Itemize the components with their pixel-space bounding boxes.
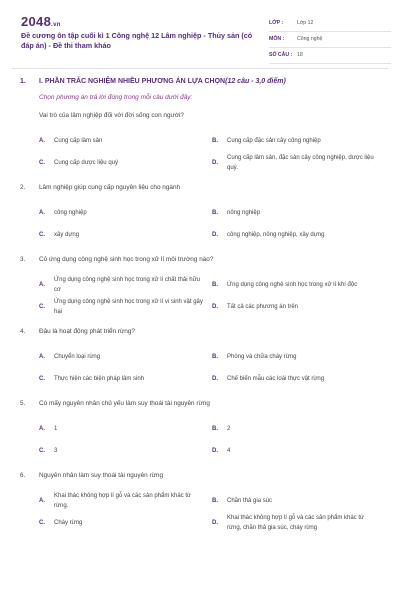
answer-option[interactable]: C. xây dựng: [39, 232, 80, 238]
document-title: Đề cương ôn tập cuối kì 1 Công nghệ 12 Lâm nghiệp - Thủy sản (có đáp án) - Đề thi tham khảo: [21, 31, 253, 50]
question-block: [20, 470, 385, 534]
document-meta: [269, 16, 391, 64]
question-options: [39, 202, 385, 246]
question-block: [20, 254, 385, 318]
question-block: [20, 398, 385, 462]
question-options: [39, 418, 385, 462]
question-list: [20, 78, 385, 534]
header-divider: [12, 68, 388, 69]
site-logo[interactable]: 2048.vn: [21, 14, 61, 29]
option-1b[interactable]: B. Cung cấp đặc sản cây công nghiệp: [212, 138, 321, 144]
question-text: 4. Đâu là hoạt động phát triển rừng?: [20, 328, 135, 335]
answer-option[interactable]: A. Chuyển loại rừng: [39, 354, 101, 360]
answer-option[interactable]: A. Ứng dụng công nghệ sinh học trong xử lí chất thải hữu cơ: [39, 277, 200, 293]
answer-option[interactable]: B. Ứng dụng công nghệ sinh học trong xử lí khí độc: [212, 282, 358, 288]
meta-class: LỚP : Lớp 12: [269, 16, 391, 32]
answer-option[interactable]: D. Tất cả các phương án trên: [212, 304, 298, 310]
question-options: [39, 490, 385, 534]
question-block: [20, 182, 385, 246]
answer-option[interactable]: B. Chăn thả gia súc: [212, 498, 273, 504]
answer-option[interactable]: B. Phòng và chữa cháy rừng: [212, 354, 297, 360]
document-header: [14, 14, 386, 58]
question-1-options: [39, 130, 385, 174]
section-title: 1. I. PHẦN TRẮC NGHIỆM NHIỀU PHƯƠNG ÁN LỰA CHỌN(12 câu - 3,0 điểm): [20, 78, 286, 85]
meta-question-count: SỐ CÂU : 18: [269, 48, 391, 64]
question-text: 2. Lâm nghiệp giúp cung cấp nguyên liệu cho ngành: [20, 184, 181, 191]
question-text: 3. Cỏ ứng dụng công nghệ sinh học trong xử lí môi trường nào?: [20, 256, 214, 263]
question-options: [39, 274, 385, 318]
answer-option[interactable]: C. 3: [39, 448, 58, 454]
answer-option[interactable]: D. Khai thác không hợp lí gỗ và các sản phẩm khác từ rừng, chăn thả gia súc, cháy rừng: [212, 515, 365, 531]
option-1a[interactable]: A. Cung cấp lâm sản: [39, 138, 103, 144]
answer-option[interactable]: A. Khai thác không hợp lí gỗ và các sản phẩm khác từ rừng.: [39, 493, 192, 509]
question-block: [20, 326, 385, 390]
remaining-questions: [20, 182, 385, 534]
answer-option[interactable]: A. 1: [39, 426, 58, 432]
answer-option[interactable]: D. công nghiệp, nông nghiệp, xây dựng: [212, 232, 325, 238]
answer-option[interactable]: B. nông nghiệp: [212, 210, 261, 216]
answer-option[interactable]: C. Cháy rừng: [39, 520, 83, 526]
answer-option[interactable]: B. 2: [212, 426, 231, 432]
question-options: [39, 346, 385, 390]
section-instruction: Chọn phương án trả lời đúng trong mỗi câu dưới đây:: [39, 94, 193, 101]
question-text: 5. Có mấy nguyên nhân chủ yếu làm suy thoái tài nguyên rừng: [20, 400, 210, 407]
question-1-text: Vai trò của lâm nghiệp đối với đời sống con người?: [39, 112, 184, 119]
answer-option[interactable]: D. Chế biến mẫu các loài thực vật rừng: [212, 376, 325, 382]
meta-subject: MÔN : Công nghệ: [269, 32, 391, 48]
option-1c[interactable]: C. Cung cấp dược liệu quý: [39, 160, 118, 166]
answer-option[interactable]: D. 4: [212, 448, 231, 454]
option-1d[interactable]: D. Cung cấp lâm sản, đặc sản cây công nghiệp, dược liệu quý.: [212, 155, 374, 171]
answer-option[interactable]: C. Thực hiện các biện pháp lâm sinh: [39, 376, 145, 382]
answer-option[interactable]: C. Ứng dụng công nghệ sinh học trong xử lí vi sinh vật gây hại: [39, 299, 203, 315]
question-text: 6. Nguyên nhân làm suy thoái tài nguyên rừng: [20, 472, 164, 479]
answer-option[interactable]: A. công nghiệp: [39, 210, 87, 216]
